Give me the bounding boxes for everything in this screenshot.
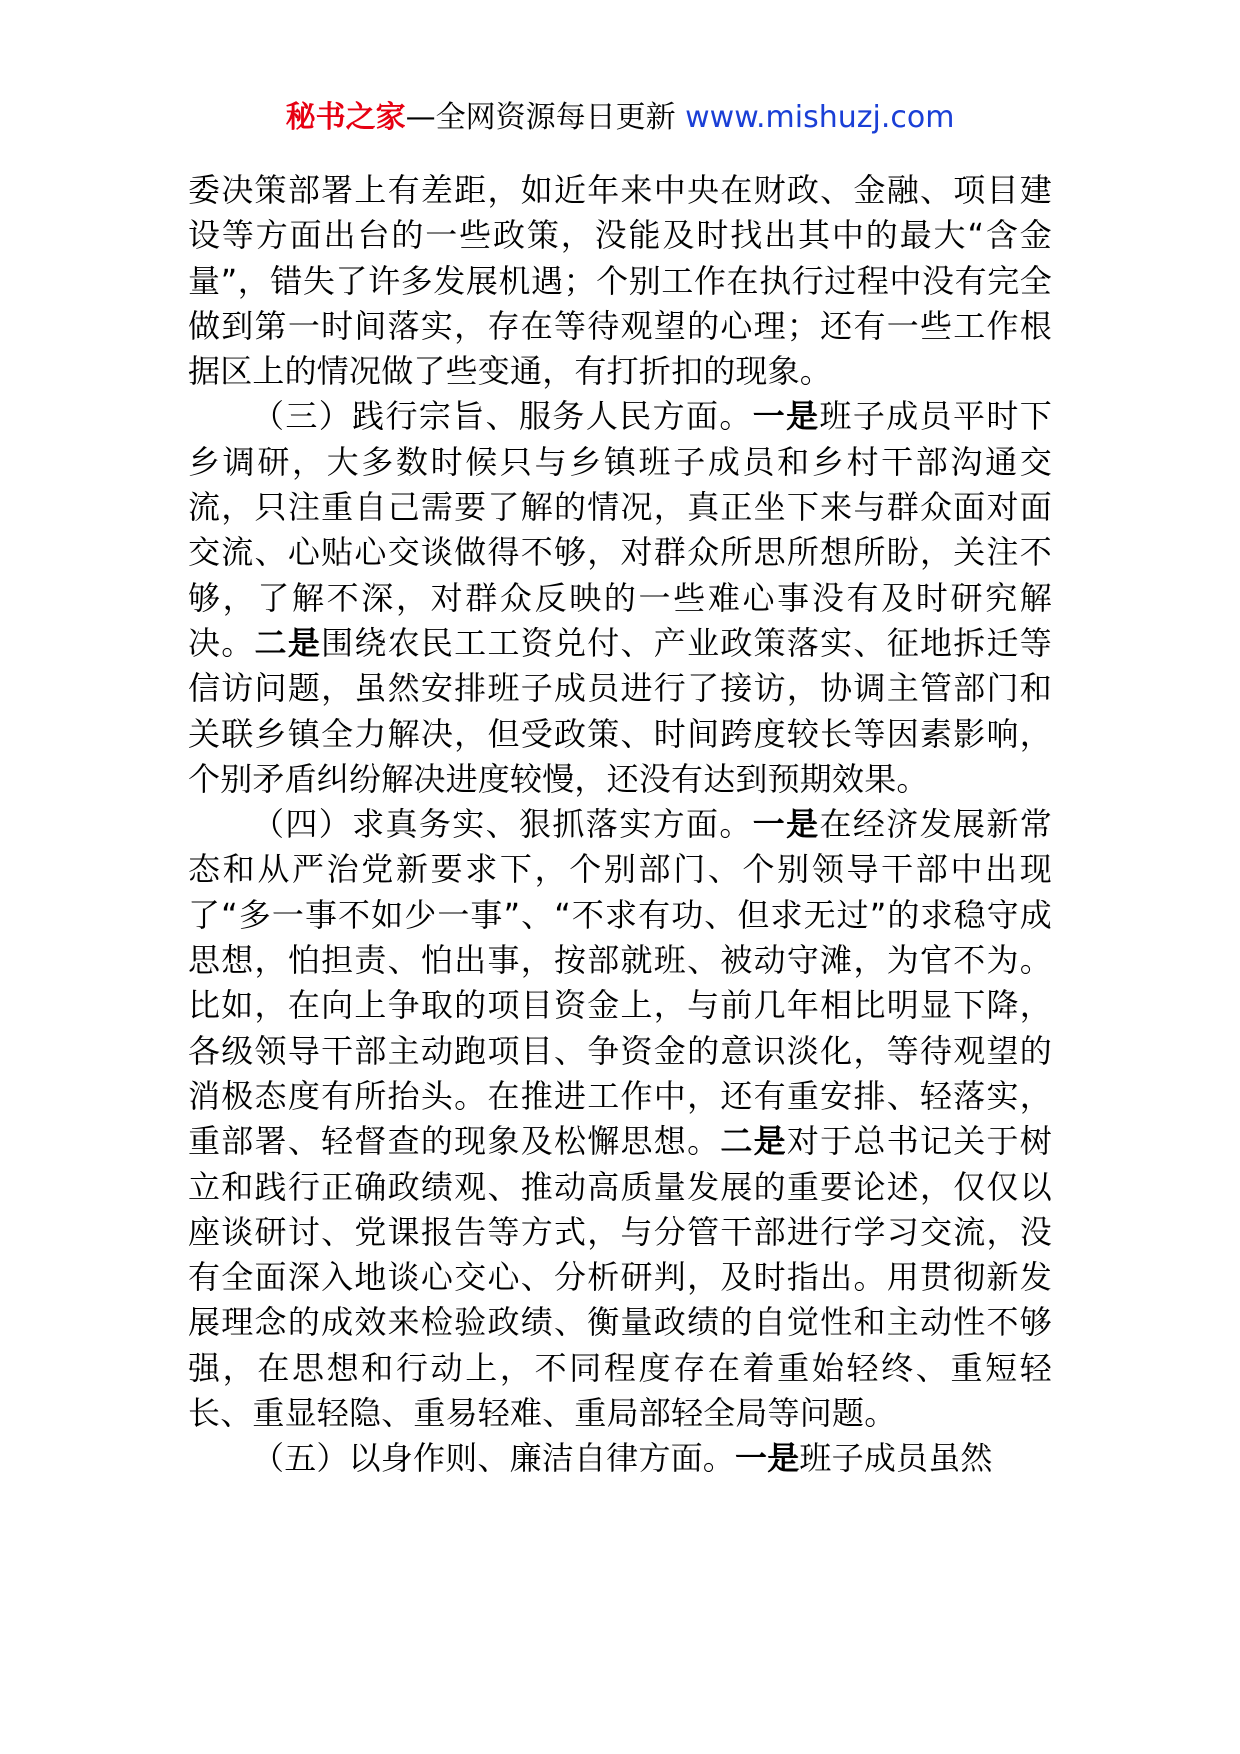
- paragraph-text: （三）践行宗旨、服务人民方面。: [252, 397, 753, 436]
- bold-lead-marker: 一是: [752, 805, 820, 844]
- paragraph-text: （四）求真务实、狠抓落实方面。: [252, 805, 753, 844]
- bold-lead-marker: 二是: [254, 623, 322, 662]
- paragraph-text: 对于总书记关于树立和践行正确政绩观、推动高质量发展的重要论述，仅仅以座谈研讨、党课报告等方式，与分管干部进行学习交流，没有全面深入地谈心交心、分析研判，及时指出。用贯彻新发展理念的成效来检验政绩、衡量政绩的自觉性和主动性不够强，在思想和行动上，不同程度存在着重始轻终、重短轻长、重显轻隐、重易轻难、重局部轻全局等问题。: [188, 1122, 1052, 1433]
- paragraph-text: 班子成员平时下乡调研，大多数时候只与乡镇班子成员和乡村干部沟通交流，只注重自己需要了解的情况，真正坐下来与群众面对面交流、心贴心交谈做得不够，对群众所思所想所盼，关注不够，了解不深，对群众反映的一些难心事没有及时研究解决。: [188, 397, 1052, 662]
- site-header: [0, 98, 1240, 138]
- document-paragraph: [188, 802, 1052, 1436]
- paragraph-text: 围绕农民工工资兑付、产业政策落实、征地拆迁等信访问题，虽然安排班子成员进行了接访，协调主管部门和关联乡镇全力解决，但受政策、时间跨度较长等因素影响，个别矛盾纠纷解决进度较慢，还没有达到预期效果。: [188, 623, 1052, 798]
- document-paragraph: [188, 394, 1052, 802]
- bold-lead-marker: 一是: [752, 397, 820, 436]
- site-url-link[interactable]: www.mishuzj.com: [685, 100, 955, 135]
- paragraph-text: 委决策部署上有差距，如近年来中央在财政、金融、项目建设等方面出台的一些政策，没能及时找出其中的最大“含金量”，错失了许多发展机遇；个别工作在执行过程中没有完全做到第一时间落实，存在等待观望的心理；还有一些工作根据区上的情况做了些变通，有打折扣的现象。: [188, 171, 1052, 391]
- site-slogan: —全网资源每日更新: [405, 100, 686, 135]
- document-body: [188, 168, 1052, 1482]
- bold-lead-marker: 一是: [735, 1439, 800, 1478]
- document-paragraph: [188, 168, 1052, 394]
- document-paragraph: [188, 1436, 1052, 1481]
- paragraph-text: （五）以身作则、廉洁自律方面。: [252, 1439, 736, 1478]
- site-brand-name: 秘书之家: [285, 100, 406, 135]
- paragraph-text: 在经济发展新常态和从严治党新要求下，个别部门、个别领导干部中出现了“多一事不如少一事”、“不求有功、但求无过”的求稳守成思想，怕担责、怕出事，按部就班、被动守滩，为官不为。比如，在向上争取的项目资金上，与前几年相比明显下降，各级领导干部主动跑项目、争资金的意识淡化，等待观望的消极态度有所抬头。在推进工作中，还有重安排、轻落实，重部署、轻督查的现象及松懈思想。: [188, 805, 1052, 1161]
- bold-lead-marker: 二是: [720, 1122, 787, 1161]
- paragraph-text: 班子成员虽然: [799, 1439, 993, 1478]
